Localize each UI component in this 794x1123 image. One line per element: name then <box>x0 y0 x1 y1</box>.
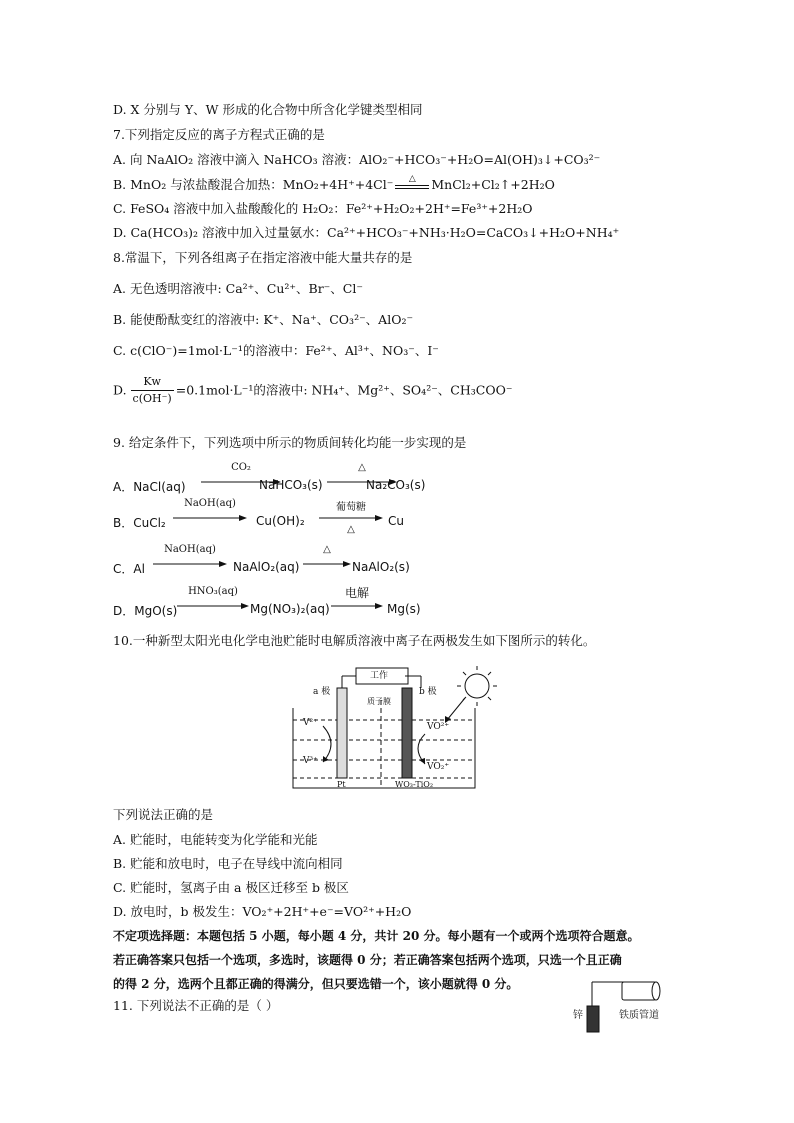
arrow-condition: △ <box>323 544 331 555</box>
q9-a-intermediate: NaHCO₃(s) <box>259 478 323 492</box>
arrow-condition: 葡萄糖 <box>336 502 366 513</box>
q6-option-d: D. X 分别与 Y、W 形成的化合物中所含化学键类型相同 <box>113 102 423 117</box>
q9-c-reactant: C．Al <box>113 562 145 576</box>
kw-fraction <box>131 374 174 407</box>
q9-d-reactant: D．MgO(s) <box>113 604 178 618</box>
q9-c-product: NaAlO₂(s) <box>352 560 410 574</box>
q9-c-intermediate: NaAlO₂(aq) <box>233 560 300 574</box>
q9-option-c <box>113 544 713 582</box>
q7-option-c: C. FeSO₄ 溶液中加入盐酸酸化的 H₂O₂：Fe²⁺+H₂O₂+2H⁺=Fe³⁺+2H₂O <box>113 201 533 216</box>
q8-option-a: A. 无色透明溶液中: Ca²⁺、Cu²⁺、Br⁻、Cl⁻ <box>113 281 363 296</box>
ion-v3: V³⁺ <box>303 756 318 766</box>
arrow-condition: 电解 <box>344 586 369 600</box>
q9-b-intermediate: Cu(OH)₂ <box>256 514 305 528</box>
q9-a-product: Na₂CO₃(s) <box>366 478 426 492</box>
reaction-arrow <box>319 502 383 536</box>
arrow-condition-below: △ <box>347 524 355 535</box>
q9-option-d <box>113 586 713 624</box>
wo3-label: WO₃-TiO₂ <box>395 780 434 789</box>
zinc-label: 锌 <box>573 1010 583 1021</box>
q9-b-reactant: B．CuCl₂ <box>113 516 166 530</box>
q7-b-left: B. MnO₂ 与浓盐酸混合加热：MnO₂+4H⁺+4Cl⁻ <box>113 177 394 192</box>
q10-option-b: B. 贮能和放电时，电子在导线中流向相同 <box>113 856 343 871</box>
q7-stem: 7.下列指定反应的离子方程式正确的是 <box>113 127 325 142</box>
q10-substem: 下列说法正确的是 <box>113 807 214 822</box>
arrow-condition: NaOH(aq) <box>164 544 216 555</box>
q10-option-c: C. 贮能时，氢离子由 a 极区迁移至 b 极区 <box>113 880 349 895</box>
q8-option-b: B. 能使酚酞变红的溶液中: K⁺、Na⁺、CO₃²⁻、AlO₂⁻ <box>113 312 414 327</box>
q10-stem: 10.一种新型太阳光电化学电池贮能时电解质溶液中离子在两极发生如下图所示的转化。 <box>113 633 596 648</box>
ion-vo2plus: VO₂⁺ <box>427 762 450 772</box>
fraction-numerator: Kw <box>131 374 174 391</box>
delta-symbol: △ <box>408 174 416 184</box>
q8-option-d <box>113 374 512 407</box>
section-instructions-1: 不定项选择题：本题包括 5 小题，每小题 4 分，共计 20 分。每小题有一个或两个选项符合题意。 <box>113 929 640 943</box>
reaction-arrow <box>177 586 249 620</box>
arrow-condition: CO₂ <box>231 462 251 473</box>
q9-option-b <box>113 498 713 536</box>
arrow-condition: △ <box>358 462 366 473</box>
q9-d-product: Mg(s) <box>387 602 421 616</box>
q8-d-label: D. <box>113 382 127 398</box>
q7-option-a: A. 向 NaAlO₂ 溶液中滴入 NaHCO₃ 溶液：AlO₂⁻+HCO₃⁻+H₂O=Al(OH)₃↓+CO₃²⁻ <box>113 152 601 167</box>
q9-option-a <box>113 462 713 500</box>
q8-d-rest: =0.1mol·L⁻¹的溶液中: NH₄⁺、Mg²⁺、SO₄²⁻、CH₃COO⁻ <box>175 382 513 398</box>
q9-stem: 9. 给定条件下，下列选项中所示的物质间转化均能一步实现的是 <box>113 435 467 450</box>
fraction-denominator: c(OH⁻) <box>132 392 172 405</box>
electrode-b-label: b 极 <box>419 687 437 697</box>
reaction-arrow <box>173 498 247 532</box>
q7-option-b <box>113 176 555 194</box>
heat-arrow <box>393 174 431 191</box>
ion-vo2p: VO²⁺ <box>427 722 450 732</box>
q11-stem: 11. 下列说法不正确的是（ ） <box>113 998 279 1013</box>
section-instructions-2: 若正确答案只包括一个选项，多选时，该题得 0 分；若正确答案包括两个选项，只选一个且正确 <box>113 953 622 967</box>
q7-option-d: D. Ca(HCO₃)₂ 溶液中加入过量氨水：Ca²⁺+HCO₃⁻+NH₃·H₂O=CaCO₃↓+H₂O+NH₄⁺ <box>113 225 620 240</box>
q9-d-intermediate: Mg(NO₃)₂(aq) <box>250 602 330 616</box>
reaction-arrow <box>153 544 227 578</box>
corrosion-protection-diagram <box>570 976 670 1036</box>
reaction-arrow <box>303 544 351 578</box>
pt-label: Pt <box>337 780 346 789</box>
arrow-condition: NaOH(aq) <box>184 498 236 509</box>
work-box-label: 工作 <box>370 671 389 681</box>
q8-option-c: C. c(ClO⁻)=1mol·L⁻¹的溶液中：Fe²⁺、Al³⁺、NO₃⁻、I⁻ <box>113 343 439 358</box>
iron-pipe-label: 铁质管道 <box>619 1010 659 1021</box>
reaction-arrow <box>331 586 383 620</box>
q9-b-product: Cu <box>388 514 404 528</box>
ion-v2: V²⁺ <box>303 718 318 728</box>
q8-stem: 8.常温下，下列各组离子在指定溶液中能大量共存的是 <box>113 250 413 265</box>
q9-a-reactant: A．NaCl(aq) <box>113 480 186 494</box>
arrow-condition: HNO₃(aq) <box>188 586 238 597</box>
electrode-a-label: a 极 <box>313 687 331 697</box>
section-instructions-3: 的得 2 分，选两个且都正确的得满分，但只要选错一个，该小题就得 0 分。 <box>113 977 519 991</box>
membrane-label: 质子膜 <box>367 697 391 706</box>
q7-b-right: MnCl₂+Cl₂↑+2H₂O <box>431 177 555 192</box>
cell-drawing <box>285 662 525 792</box>
q10-option-d: D. 放电时，b 极发生：VO₂⁺+2H⁺+e⁻=VO²⁺+H₂O <box>113 904 412 919</box>
q10-option-a: A. 贮能时，电能转变为化学能和光能 <box>113 832 318 847</box>
electrochemical-cell-diagram <box>285 662 525 792</box>
